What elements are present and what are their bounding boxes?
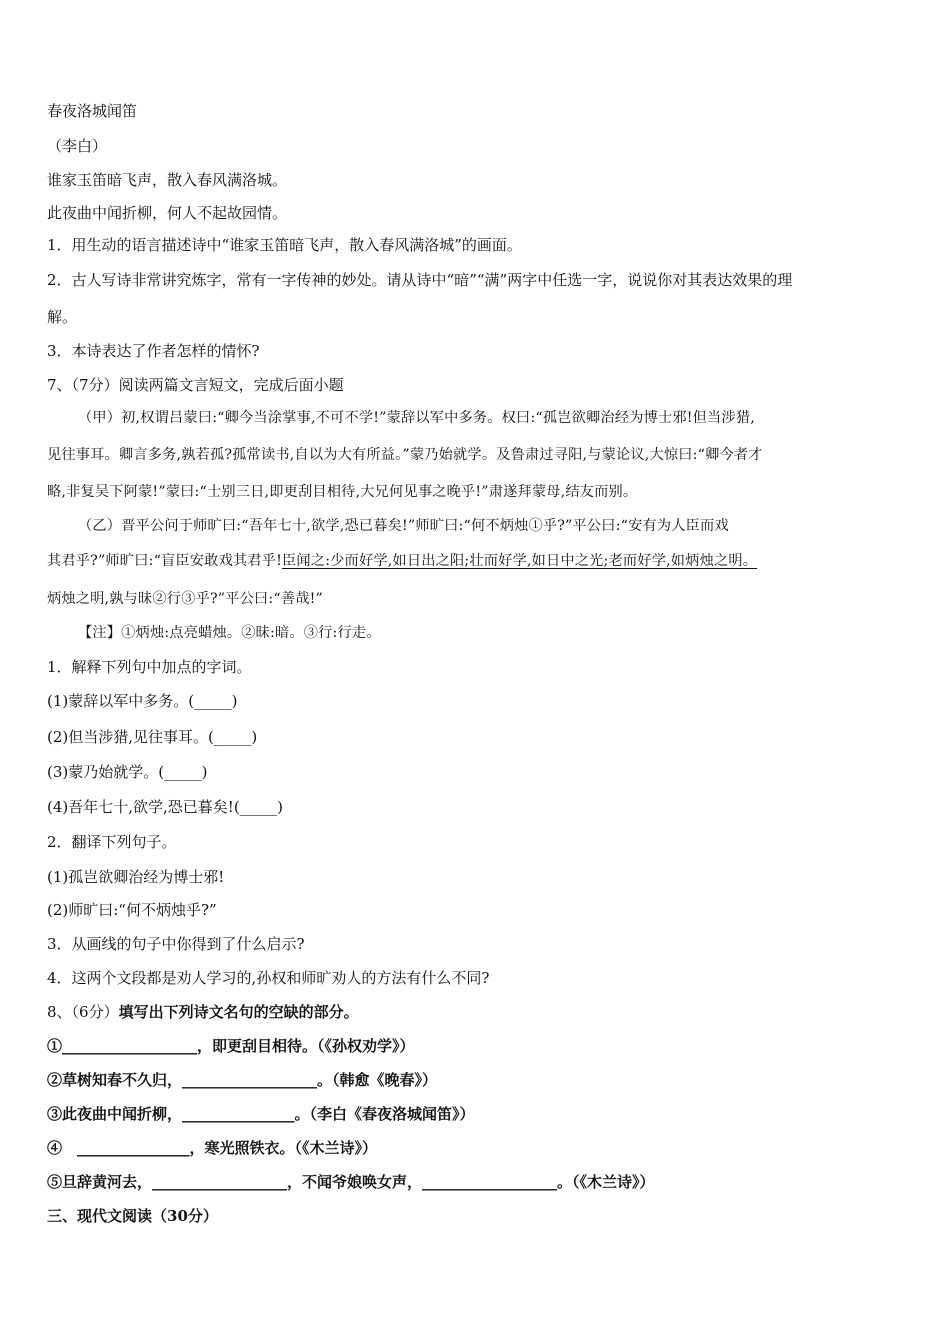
sub-question-1-c: (3)蒙乃始就学。(_____): [47, 763, 208, 781]
fill-blank-1: ①__________________，即更刮目相待。（《孙权劝学》）: [47, 1037, 415, 1055]
sub-question-3: 3．从画线的句子中你得到了什么启示?: [47, 935, 305, 953]
passage-jia-line-1: （甲）初,权谓吕蒙曰:“卿今当涂掌事,不可不学!”蒙辞以军中多务。权曰:“孤岂欲卿治经为博士邪!但当涉猎,: [78, 410, 755, 426]
sub-question-1-b: (2)但当涉猎,见往事耳。(_____): [47, 728, 258, 746]
poem-question-1: 1．用生动的语言描述诗中“谁家玉笛暗飞声，散入春风满洛城”的画面。: [47, 236, 522, 254]
poem-title: 春夜洛城闻笛: [47, 102, 138, 120]
poem-author: （李白）: [47, 137, 108, 155]
fill-blank-2: ②草树知春不久归，__________________。（韩愈《晚春》）: [47, 1071, 438, 1089]
poem-question-2: 2．古人写诗非常讲究炼字，常有一字传神的妙处。请从诗中“暗”“满”两字中任选一字，说说你对其表达效果的理: [47, 271, 793, 289]
passage-jia-line-2: 见往事耳。卿言多务,孰若孤?孤常读书,自以为大有所益。”蒙乃始就学。及鲁肃过寻阳,与蒙论议,大惊曰:“卿今者才: [47, 447, 763, 463]
sub-question-2-a: (1)孤岂欲卿治经为博士邪!: [47, 868, 225, 886]
question-8-instruction: 填写出下列诗文名句的空缺的部分。: [118, 1003, 359, 1021]
poem-question-2-cont: 解。: [47, 308, 78, 326]
question-8-heading: [47, 1001, 359, 1023]
passage-yi-line-2: [47, 550, 757, 572]
question-7-heading: 7、（7分）阅读两篇文言短文，完成后面小题: [47, 376, 344, 394]
question-8-prefix: 8、（6分）: [47, 1003, 119, 1021]
passage-yi-line-3: 炳烛之明,孰与昧②行③乎?”平公曰:“善哉!”: [47, 591, 323, 607]
fill-blank-4: ④ _______________，寒光照铁衣。（《木兰诗》）: [47, 1139, 378, 1157]
sub-question-1: 1．解释下列句中加点的字词。: [47, 658, 252, 676]
sub-question-1-a: (1)蒙辞以军中多务。(_____): [47, 692, 238, 710]
passage-jia-line-3: 略,非复吴下阿蒙!”蒙曰:“士别三日,即更刮目相待,大兄何见事之晚乎!”肃遂拜蒙母,结友而别。: [47, 484, 638, 500]
passage-yi-plain-text: 其君乎?”师旷曰:“盲臣安敢戏其君乎!: [47, 553, 283, 569]
sub-question-1-d: (4)吾年七十,欲学,恐已暮矣!(_____): [47, 798, 284, 816]
sub-question-2-b: (2)师旷曰:“何不炳烛乎?”: [47, 901, 217, 919]
annotation-note: 【注】①炳烛:点亮蜡烛。②昧:暗。③行:行走。: [78, 625, 381, 641]
sub-question-4: 4．这两个文段都是劝人学习的,孙权和师旷劝人的方法有什么不同?: [47, 969, 490, 987]
poem-line-1: 谁家玉笛暗飞声，散入春风满洛城。: [47, 171, 288, 189]
underlined-sentence: 臣闻之:少而好学,如日出之阳;壮而好学,如日中之光;老而好学,如炳烛之明。: [282, 553, 758, 569]
sub-question-2: 2．翻译下列句子。: [47, 833, 177, 851]
fill-blank-3: ③此夜曲中闻折柳，_______________。（李白《春夜洛城闻笛》）: [47, 1105, 475, 1123]
poem-question-3: 3．本诗表达了作者怎样的情怀?: [47, 342, 260, 360]
section-3-heading: 三、现代文阅读（30分）: [47, 1207, 218, 1225]
passage-yi-line-1: （乙）晋平公问于师旷曰:“吾年七十,欲学,恐已暮矣!”师旷曰:“何不炳烛①乎?”平公曰:“安有为人臣而戏: [78, 518, 729, 534]
fill-blank-5: ⑤旦辞黄河去，__________________，不闻爷娘唤女声，__________________。（《木兰诗》）: [47, 1173, 655, 1191]
poem-line-2: 此夜曲中闻折柳，何人不起故园情。: [47, 204, 288, 222]
